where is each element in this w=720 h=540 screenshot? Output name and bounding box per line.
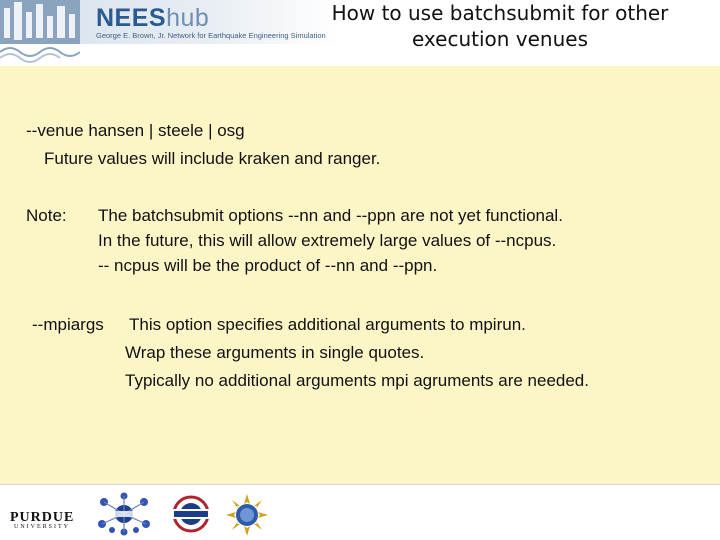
mpiargs-line-1: This option specifies additional arguments to mpirun. [129, 315, 526, 334]
note-label: Note: [26, 206, 67, 225]
mpiargs-line-2: Wrap these arguments in single quotes. [125, 343, 425, 362]
footer-divider [0, 484, 720, 485]
slide-header [0, 0, 720, 66]
slide-title-line-1: How to use batchsubmit for other [331, 1, 669, 25]
purdue-sub: UNIVERSITY [14, 524, 70, 530]
brand-sub: hub [166, 4, 210, 32]
note-line-1: The batchsubmit options --nn and --ppn are not yet functional. [98, 206, 563, 225]
brand-main: NEES [96, 4, 167, 32]
note-line-3: -- ncpus will be the product of --nn and --ppn. [98, 256, 438, 275]
mpiargs-label: --mpiargs [32, 315, 104, 334]
venue-future-line: Future values will include kraken and ranger. [44, 149, 381, 168]
nsf-logo-icon [226, 494, 268, 536]
purdue-name: PURDUE [10, 510, 75, 525]
nees-brand [96, 4, 209, 33]
slide-title-line-2: execution venues [411, 27, 589, 51]
note-line-2: In the future, this will allow extremely large values of --ncpus. [98, 231, 557, 250]
neescomm-logo-icon [92, 492, 156, 536]
purdue-logo [10, 508, 74, 530]
slide-title [330, 0, 670, 52]
venue-line: --venue hansen | steele | osg [26, 121, 245, 140]
nees-building-icon [0, 0, 80, 66]
nehrp-logo-icon [162, 494, 220, 534]
mpiargs-line-3: Typically no additional arguments mpi agruments are needed. [125, 371, 589, 390]
nees-tagline: George E. Brown, Jr. Network for Earthquake Engineering Simulation [96, 31, 326, 40]
